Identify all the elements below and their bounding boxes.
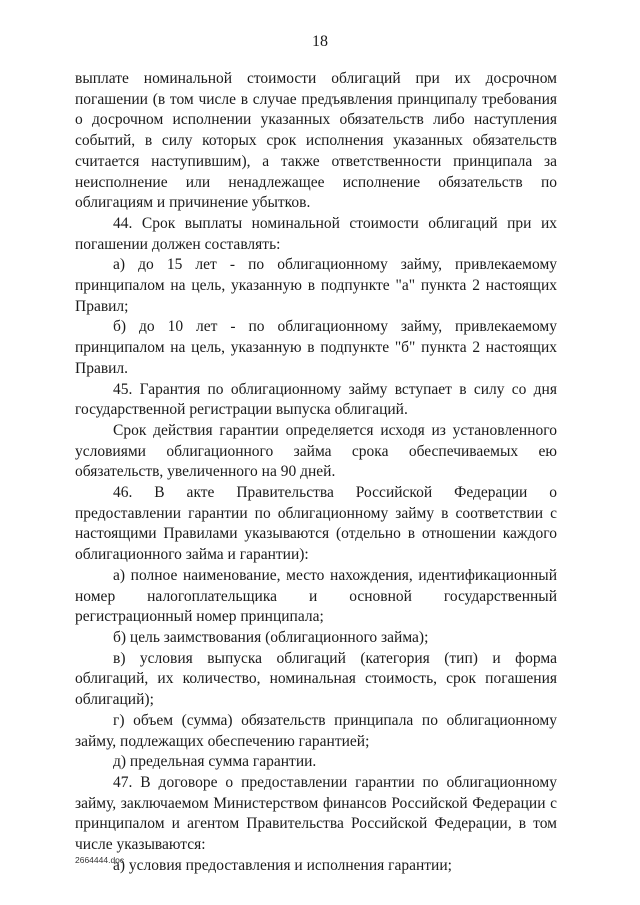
paragraph-44-b: б) до 10 лет - по облигационному займу, привлекаемому принципалом на цель, указанную в подпункте "б" пункта 2 настоящих Правил. [75, 318, 557, 377]
paragraph-47: 47. В договоре о предоставлении гарантии по облигационному займу, заключаемом Министерством финансов Российской Федерации с принципалом и агентом Правительства Российской Федерации, в том числе указываются: [75, 773, 557, 854]
paragraph-47-a: а) условия предоставления и исполнения гарантии; [113, 856, 452, 874]
document-filename: 2664444.doc [75, 855, 125, 865]
paragraph-46-a: а) полное наименование, место нахождения, идентификационный номер налогоплательщика и основной государственный регистрационный номер принципала; [75, 566, 557, 626]
paragraph-44: 44. Срок выплаты номинальной стоимости облигаций при их погашении должен составлять: [75, 214, 557, 253]
paragraph-46-g: г) объем (сумма) обязательств принципала по облигационному займу, подлежащих обеспечению гарантией; [75, 711, 557, 750]
paragraph-45: 45. Гарантия по облигационному займу вступает в силу со дня государственной регистрации выпуска облигаций. [75, 380, 557, 419]
paragraph-46-d: д) предельная сумма гарантии. [113, 753, 317, 771]
paragraph-46: 46. В акте Правительства Российской Федерации о предоставлении гарантии по облигационному займу в соответствии с настоящими Правилами указываются (отдельно в отношении каждого облигационного займа и гарантии): [75, 484, 557, 564]
page-number: 18 [312, 33, 328, 50]
paragraph-44-a: а) до 15 лет - по облигационному займу, привлекаемому принципалом на цель, указанную в подпункте "а" пункта 2 настоящих Правил; [75, 256, 557, 315]
paragraph-continuation: выплате номинальной стоимости облигаций при их досрочном погашении (в том числе в случае предъявления принципалу требования о досрочном исполнении указанных обязательств либо наступления событий, в силу которых срок исполнения указанных обязательств считается наступившим), а также ответственности принципала за неисполнение или ненадлежащее исполнение обязательств по облигациям и причинение убытков. [75, 70, 557, 212]
paragraph-46-b: б) цель заимствования (облигационного займа); [113, 628, 429, 646]
document-body [75, 69, 557, 876]
paragraph-45-term: Срок действия гарантии определяется исходя из установленного условиями облигационного займа срока обеспечиваемых ею обязательств, увеличенного на 90 дней. [75, 421, 557, 481]
paragraph-46-v: в) условия выпуска облигаций (категория (тип) и форма облигаций, их количество, номинальная стоимость, срок погашения облигаций); [75, 649, 557, 709]
